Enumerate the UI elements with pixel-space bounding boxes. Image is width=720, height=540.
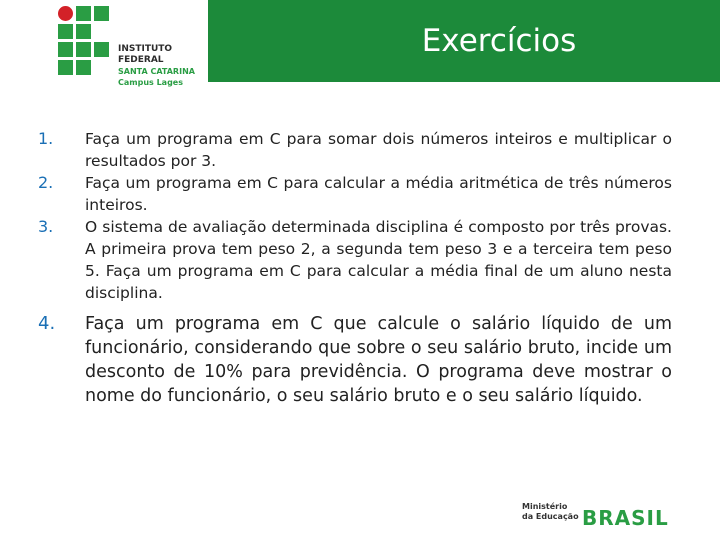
logo-text — [118, 44, 208, 88]
logo-line1: INSTITUTO FEDERAL — [118, 44, 173, 65]
exercise-number: 2. — [38, 173, 54, 192]
exercise-list — [38, 128, 672, 408]
institute-logo — [58, 6, 208, 87]
exercise-number: 3. — [38, 217, 54, 236]
logo-line2: SANTA CATARINA — [118, 67, 195, 76]
exercise-text: Faça um programa em C que calcule o salário líquido de um funcionário, considerando que sobre o seu salário bruto, incide um desconto de 10% para previdência. O programa deve mostrar o nome do funcionário, o seu salário bruto e o seu salário líquido. — [85, 314, 672, 406]
ministry-label — [522, 502, 579, 522]
exercise-text: Faça um programa em C para calcular a média aritmética de três números inteiros. — [85, 174, 672, 214]
exercise-item — [38, 172, 672, 216]
exercise-number: 4. — [38, 313, 56, 334]
exercise-item — [38, 312, 672, 408]
ministry-line2: da Educação — [522, 512, 579, 521]
ministry-line1: Ministério — [522, 502, 568, 511]
exercise-text: O sistema de avaliação determinada disciplina é composto por três provas. A primeira prova tem peso 2, a segunda tem peso 3 e a terceira tem peso 5. Faça um programa em C para calcular a média final de um aluno nesta disciplina. — [85, 218, 672, 302]
exercise-number: 1. — [38, 129, 54, 148]
footer-logos — [518, 500, 698, 532]
logo-line3: Campus Lages — [118, 78, 183, 87]
exercise-item — [38, 216, 672, 304]
slide-title: Exercícios — [421, 23, 577, 59]
logo-grid-icon — [58, 6, 118, 82]
exercise-text: Faça um programa em C para somar dois números inteiros e multiplicar o resultados por 3. — [85, 130, 672, 170]
brasil-logo: BRASIL — [582, 506, 669, 530]
exercise-item — [38, 128, 672, 172]
